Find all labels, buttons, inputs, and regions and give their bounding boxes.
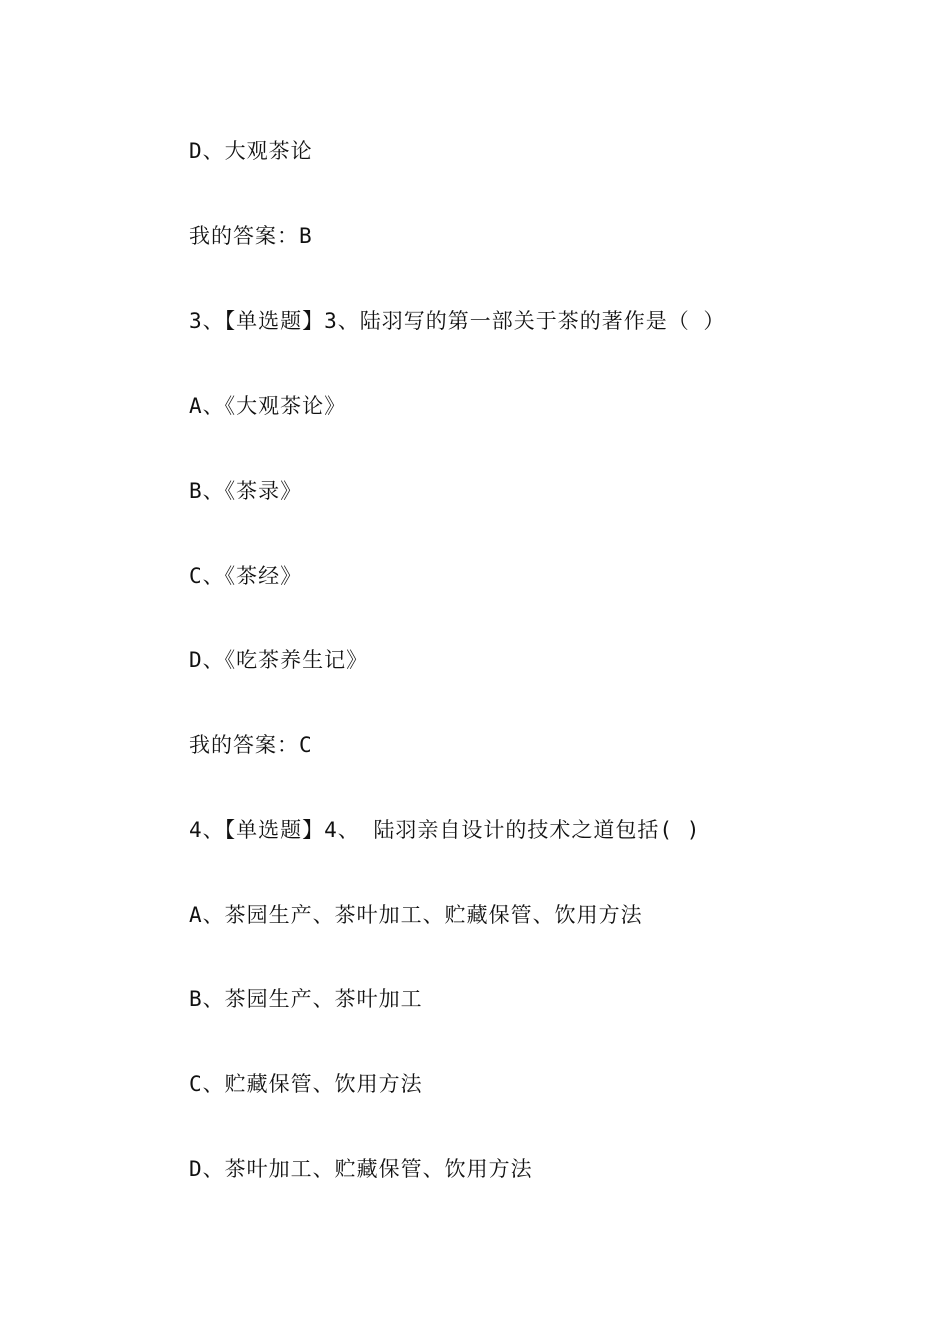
q2-my-answer: 我的答案：B [189, 224, 313, 248]
q3-my-answer: 我的答案：C [189, 733, 313, 757]
q4-option-d: D、茶叶加工、贮藏保管、饮用方法 [189, 1157, 533, 1181]
q3-option-c: C、《茶经》 [189, 564, 303, 588]
q3-question: 3、【单选题】3、陆羽写的第一部关于茶的著作是（ ） [189, 309, 726, 333]
q3-option-b: B、《茶录》 [189, 479, 303, 503]
q4-option-a: A、茶园生产、茶叶加工、贮藏保管、饮用方法 [189, 903, 643, 927]
q3-option-a: A、《大观茶论》 [189, 394, 347, 418]
q2-option-d: D、大观茶论 [189, 139, 313, 163]
q4-question: 4、【单选题】4、 陆羽亲自设计的技术之道包括( ) [189, 818, 701, 842]
q3-option-d: D、《吃茶养生记》 [189, 648, 369, 672]
q4-option-b: B、茶园生产、茶叶加工 [189, 987, 423, 1011]
q4-option-c: C、贮藏保管、饮用方法 [189, 1072, 423, 1096]
